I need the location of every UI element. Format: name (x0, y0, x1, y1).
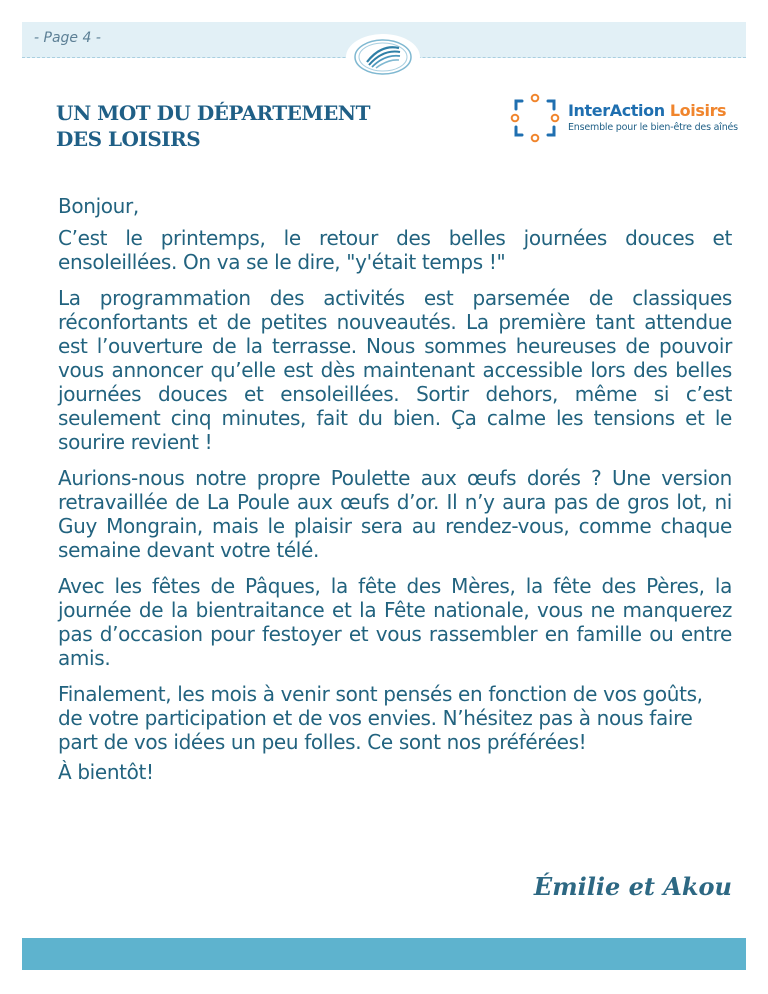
interaction-loisirs-logo (510, 93, 740, 145)
emblem (346, 34, 420, 80)
title-line-2: DES LOISIRS (56, 127, 201, 151)
signature: Émilie et Akou (533, 872, 732, 901)
page-title (56, 100, 436, 152)
page-number: - Page 4 - (34, 30, 101, 46)
letter-closing: À bientôt! (58, 760, 154, 784)
letter-paragraph-5: Finalement, les mois à venir sont pensés en fonction de vos goûts, de votre participation et de vos envies. N’hésitez pas à nous faire part de vos idées un peu folles. Ce sont nos préférées! (58, 682, 703, 754)
letter-greeting: Bonjour, (58, 194, 139, 218)
logo-name-part2: Loisirs (669, 101, 727, 120)
letter-paragraph-2: La programmation des activités est parsemée de classiques réconfortants et de petites nouveautés. La première tant attendue est l’ouverture de la terrasse. Nous sommes heureuses de pouvoir vous annoncer qu’elle est dès maintenant accessible lors des belles journées douces et ensoleillées. Sortir dehors, même si c’est seulement cinq minutes, fait du bien. Ça calme les tensions et le sourire revient ! (58, 286, 732, 454)
logo-name-part1: InterAction (568, 101, 665, 120)
letter-body (58, 194, 732, 796)
logo-name (568, 101, 726, 120)
logo-tagline: Ensemble pour le bien-être des aînés (568, 122, 738, 133)
letter-paragraph-3: Aurions-nous notre propre Poulette aux œufs dorés ? Une version retravaillée de La Poule aux œufs d’or. Il n’y aura pas de gros lot, ni Guy Mongrain, mais le plaisir sera au rendez-vous, comme chaque semaine devant votre télé. (58, 466, 732, 562)
wave-emblem-icon (353, 38, 413, 76)
letter-paragraph-4: Avec les fêtes de Pâques, la fête des Mères, la fête des Pères, la journée de la bientraitance et la Fête nationale, vous ne manquerez pas d’occasion pour festoyer et vous rassembler en famille ou entre amis. (58, 574, 732, 670)
title-line-1: UN MOT DU DÉPARTEMENT (56, 101, 370, 125)
letter-paragraph-1: C’est le printemps, le retour des belles journées douces et ensoleillées. On va se le dire, "y'était temps !" (58, 226, 732, 274)
logo-figures-icon (510, 93, 560, 143)
footer-band (22, 938, 746, 970)
